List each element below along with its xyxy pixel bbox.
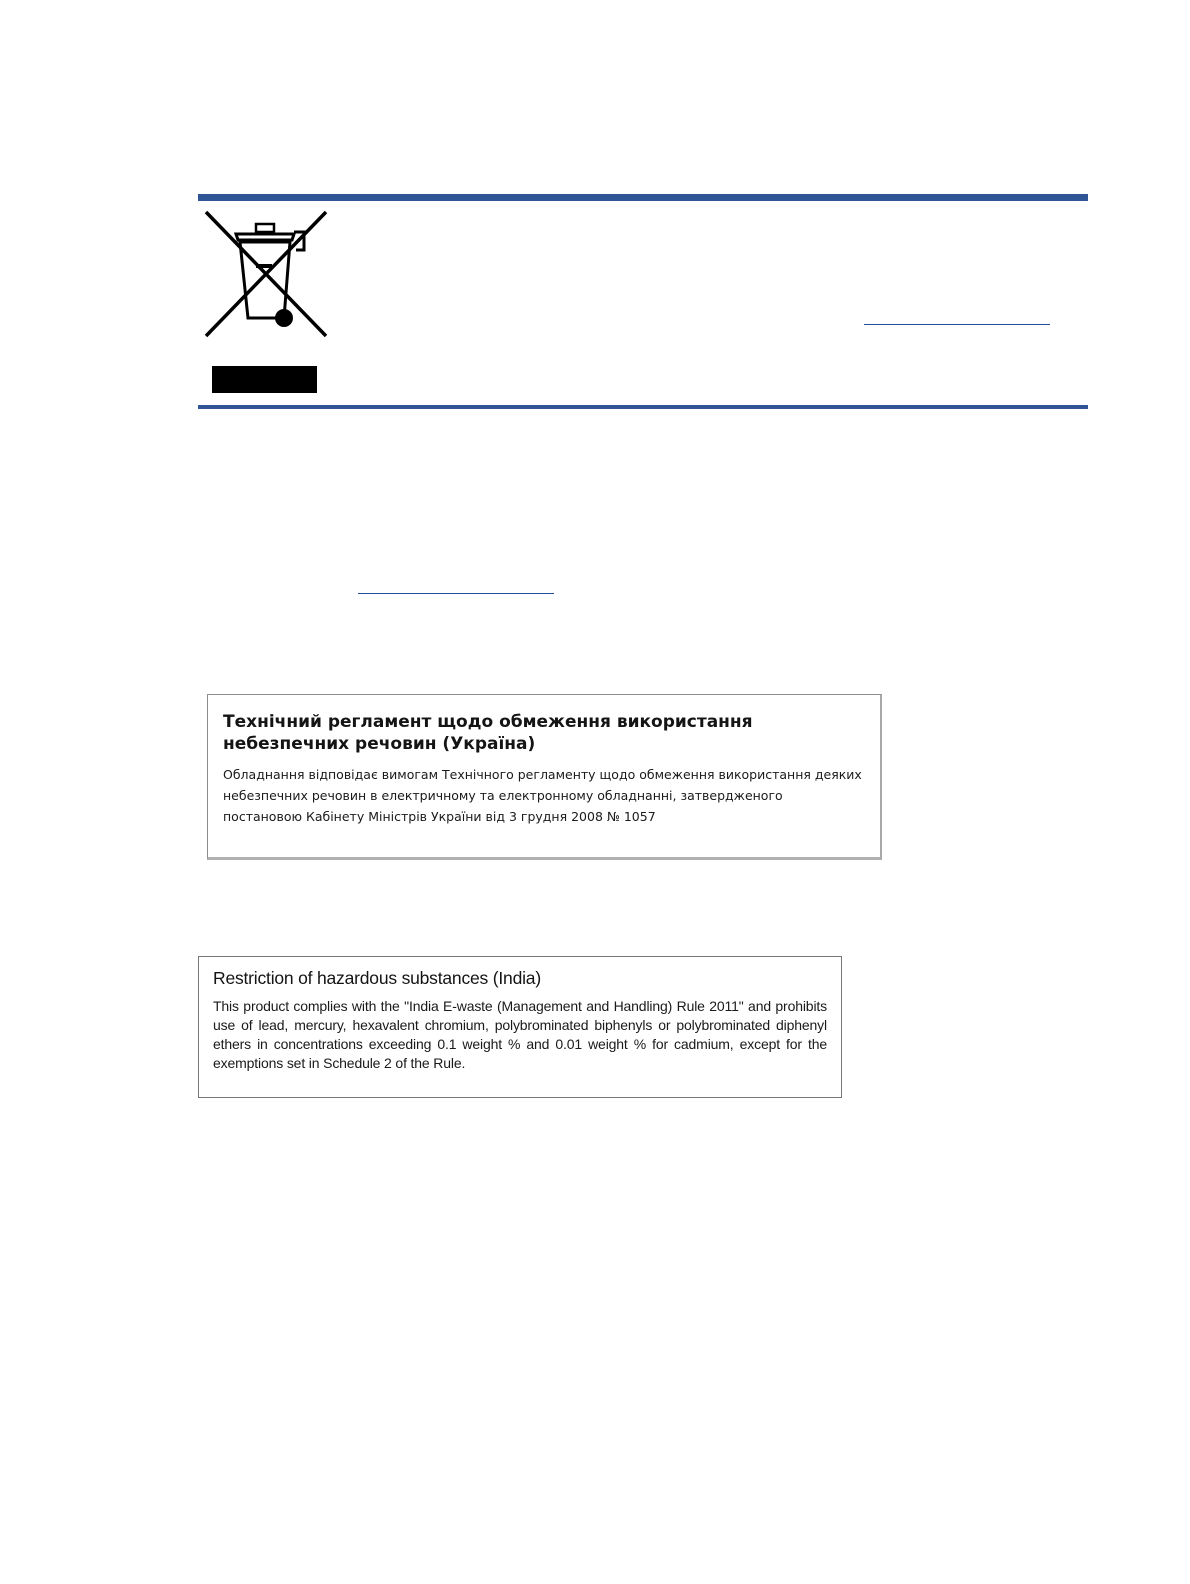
section-top-rule <box>198 194 1088 201</box>
india-notice-body: This product complies with the "India E-waste (Management and Handling) Rule 2011" and prohibits use of lead, mercury, hexavalent chromium, polybrominated biphenyls or polybrominated diphenyl ethers in concentrations exceeding 0.1 weight % and 0.01 weight % for cadmium, except for the exemptions set in Schedule 2 of the Rule. <box>213 998 827 1071</box>
ukraine-notice-body: Обладнання відповідає вимогам Технічного регламенту щодо обмеження використання деяких небезпечних речовин в електричному та електронному обладнанні, затвердженого постановою Кабінету Міністрів України від 3 грудня 2008 № 1057 <box>223 767 862 824</box>
weee-marking-bar <box>212 366 317 393</box>
india-rohs-notice <box>198 956 842 1098</box>
crossed-out-wheelie-bin-icon <box>204 210 328 344</box>
hyperlink-underline[interactable] <box>358 593 554 594</box>
section-bottom-rule <box>198 405 1088 409</box>
hyperlink-underline[interactable] <box>864 324 1050 325</box>
india-notice-title: Restriction of hazardous substances (India) <box>213 968 541 988</box>
ukraine-notice-title: Технічний регламент щодо обмеження використання небезпечних речовин (Україна) <box>223 712 753 754</box>
ukraine-rohs-notice <box>207 694 882 860</box>
weee-disposal-section <box>198 194 1088 410</box>
